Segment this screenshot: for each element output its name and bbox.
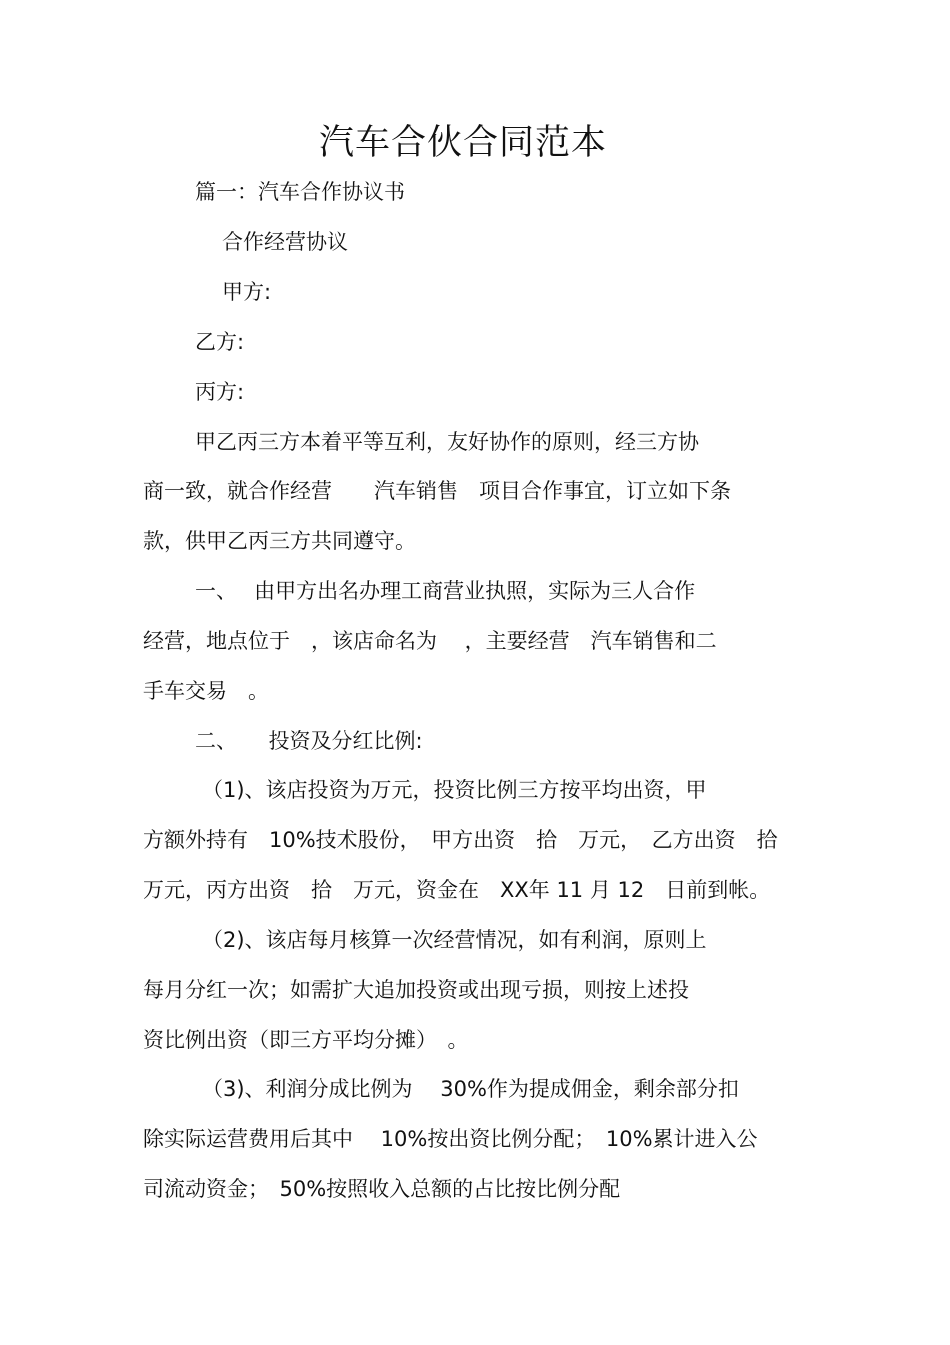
clause-1-line-1: 一、 由甲方出名办理工商营业执照，实际为三人合作 <box>195 579 696 603</box>
clause-2-item-2-line-1: （2)、该店每月核算一次经营情况，如有利润，原则上 <box>202 928 707 952</box>
clause-2-item-3-line-2: 除实际运营费用后其中 10%按出资比例分配； 10%累计进入公 <box>143 1127 758 1151</box>
clause-2-item-1-line-1: （1)、该店投资为万元，投资比例三方按平均出资，甲 <box>202 778 707 802</box>
document-title: 汽车合伙合同范本 <box>318 123 607 163</box>
party-b-label: 乙方: <box>195 330 245 354</box>
preamble-line-3: 款，供甲乙丙三方共同遵守。 <box>143 529 416 553</box>
clause-2-item-2-line-3: 资比例出资（即三方平均分摊） 。 <box>143 1028 469 1052</box>
preamble-line-1: 甲乙丙三方本着平等互利，友好协作的原则，经三方协 <box>195 430 699 454</box>
party-a-label: 甲方: <box>222 280 272 304</box>
agreement-subtitle: 合作经营协议 <box>222 230 348 254</box>
clause-2-item-2-line-2: 每月分红一次；如需扩大追加投资或出现亏损，则按上述投 <box>143 978 689 1002</box>
section-heading-part-one: 篇一：汽车合作协议书 <box>195 180 405 204</box>
clause-1-line-2: 经营，地点位于 ，该店命名为 ，主要经营 汽车销售和二 <box>143 629 717 653</box>
clause-1-line-3: 手车交易 。 <box>143 679 269 703</box>
clause-2-heading: 二、 投资及分红比例: <box>195 729 423 753</box>
clause-2-item-3-line-1: （3)、利润分成比例为 30%作为提成佣金，剩余部分扣 <box>202 1077 739 1101</box>
clause-2-item-3-line-3: 司流动资金； 50%按照收入总额的占比按比例分配 <box>143 1177 621 1201</box>
party-c-label: 丙方: <box>195 380 245 404</box>
clause-2-item-1-line-2: 方额外持有 10%技术股份， 甲方出资 拾 万元， 乙方出资 拾 <box>143 828 778 852</box>
clause-2-item-1-line-3: 万元，丙方出资 拾 万元，资金在 XX年 11 月 12 日前到帐。 <box>143 878 771 902</box>
preamble-line-2: 商一致，就合作经营 汽车销售 项目合作事宜，订立如下条 <box>143 479 731 503</box>
